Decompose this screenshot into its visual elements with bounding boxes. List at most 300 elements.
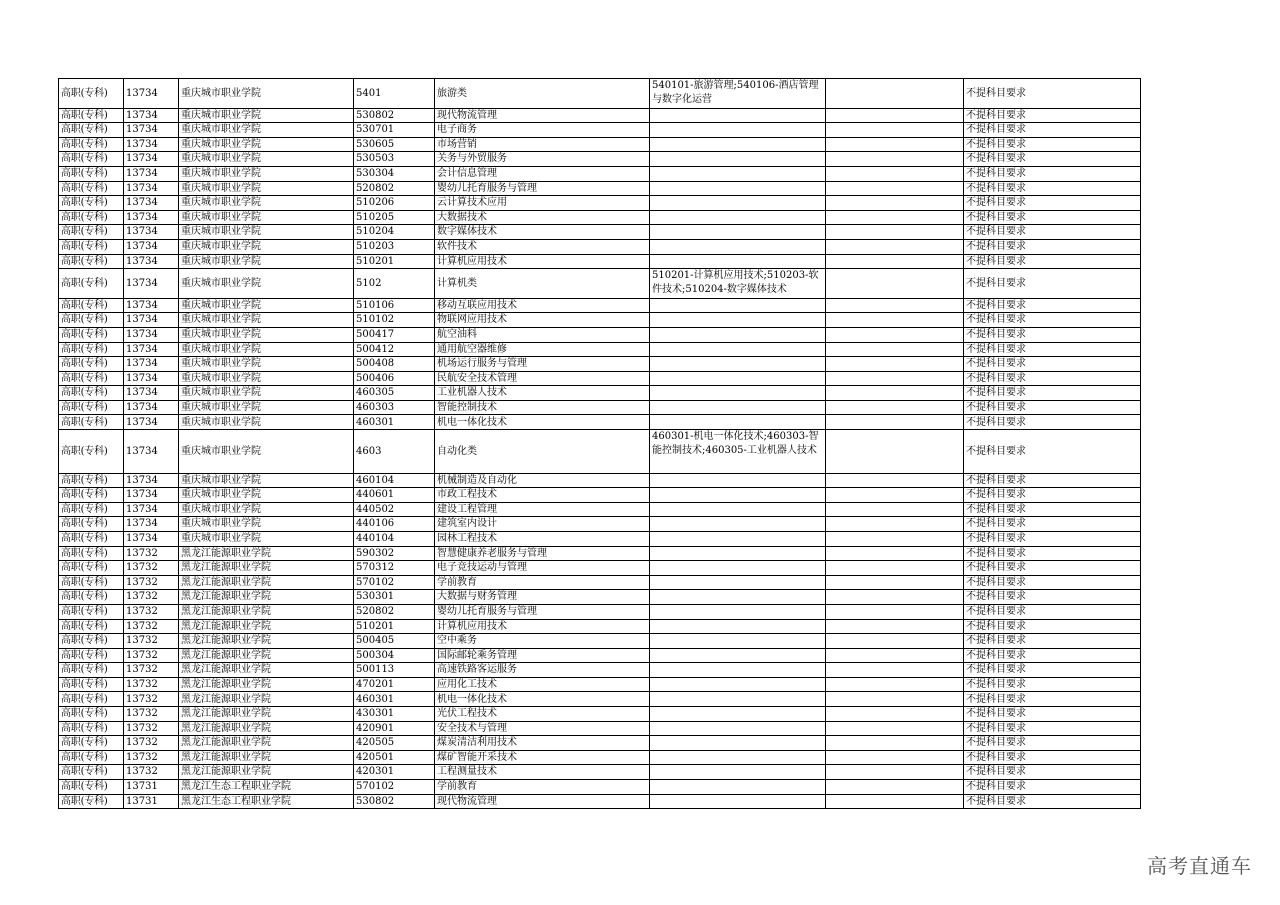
table-row — [59, 313, 1141, 328]
level-cell: 高职(专科) — [59, 794, 124, 809]
major-code-cell: 530605 — [354, 137, 435, 152]
subject-requirement-cell: 不提科目要求 — [964, 473, 1141, 488]
level-cell: 高职(专科) — [59, 677, 124, 692]
major-code-cell: 530301 — [354, 590, 435, 605]
school-name-cell: 重庆城市职业学院 — [179, 239, 354, 254]
major-code-cell: 570102 — [354, 575, 435, 590]
included-majors-cell: 510201-计算机应用技术;510203-软件技术;510204-数字媒体技术 — [650, 269, 826, 299]
school-code-cell: 13732 — [124, 634, 179, 649]
table-row — [59, 750, 1141, 765]
school-name-cell: 黑龙江能源职业学院 — [179, 750, 354, 765]
notes-cell — [826, 357, 964, 372]
included-majors-cell — [650, 298, 826, 313]
major-name-cell: 建设工程管理 — [435, 502, 650, 517]
included-majors-cell — [650, 546, 826, 561]
school-code-cell: 13734 — [124, 269, 179, 299]
school-code-cell: 13732 — [124, 590, 179, 605]
school-code-cell: 13734 — [124, 400, 179, 415]
major-code-cell: 460301 — [354, 415, 435, 430]
school-code-cell: 13734 — [124, 181, 179, 196]
included-majors-cell — [650, 152, 826, 167]
notes-cell — [826, 531, 964, 546]
level-cell: 高职(专科) — [59, 342, 124, 357]
notes-cell — [826, 430, 964, 474]
major-code-cell: 570312 — [354, 561, 435, 576]
table-row — [59, 239, 1141, 254]
school-name-cell: 黑龙江能源职业学院 — [179, 663, 354, 678]
school-code-cell: 13732 — [124, 721, 179, 736]
school-name-cell: 重庆城市职业学院 — [179, 298, 354, 313]
notes-cell — [826, 736, 964, 751]
school-name-cell: 黑龙江能源职业学院 — [179, 721, 354, 736]
subject-requirement-cell: 不提科目要求 — [964, 79, 1141, 109]
level-cell: 高职(专科) — [59, 239, 124, 254]
notes-cell — [826, 692, 964, 707]
major-name-cell: 软件技术 — [435, 239, 650, 254]
included-majors-cell — [650, 181, 826, 196]
major-name-cell: 学前教育 — [435, 575, 650, 590]
included-majors-cell — [650, 634, 826, 649]
major-code-cell: 530802 — [354, 794, 435, 809]
school-name-cell: 黑龙江能源职业学院 — [179, 736, 354, 751]
notes-cell — [826, 415, 964, 430]
level-cell: 高职(专科) — [59, 357, 124, 372]
subject-requirement-cell: 不提科目要求 — [964, 137, 1141, 152]
subject-requirement-cell: 不提科目要求 — [964, 575, 1141, 590]
level-cell: 高职(专科) — [59, 313, 124, 328]
major-name-cell: 大数据与财务管理 — [435, 590, 650, 605]
level-cell: 高职(专科) — [59, 750, 124, 765]
level-cell: 高职(专科) — [59, 137, 124, 152]
table-row — [59, 210, 1141, 225]
subject-requirement-cell: 不提科目要求 — [964, 327, 1141, 342]
school-code-cell: 13731 — [124, 780, 179, 795]
subject-requirement-cell: 不提科目要求 — [964, 794, 1141, 809]
major-code-cell: 510205 — [354, 210, 435, 225]
school-name-cell: 黑龙江能源职业学院 — [179, 561, 354, 576]
subject-requirement-cell: 不提科目要求 — [964, 225, 1141, 240]
included-majors-cell — [650, 108, 826, 123]
major-code-cell: 470201 — [354, 677, 435, 692]
included-majors-cell — [650, 721, 826, 736]
notes-cell — [826, 488, 964, 503]
major-name-cell: 计算机应用技术 — [435, 619, 650, 634]
included-majors-cell — [650, 531, 826, 546]
subject-requirement-cell: 不提科目要求 — [964, 371, 1141, 386]
school-name-cell: 重庆城市职业学院 — [179, 327, 354, 342]
table-row — [59, 123, 1141, 138]
major-code-cell: 420301 — [354, 765, 435, 780]
subject-requirement-cell: 不提科目要求 — [964, 123, 1141, 138]
school-code-cell: 13732 — [124, 619, 179, 634]
major-code-cell: 570102 — [354, 780, 435, 795]
subject-requirement-cell: 不提科目要求 — [964, 604, 1141, 619]
table-row — [59, 677, 1141, 692]
table-row — [59, 634, 1141, 649]
major-name-cell: 应用化工技术 — [435, 677, 650, 692]
level-cell: 高职(专科) — [59, 166, 124, 181]
level-cell: 高职(专科) — [59, 298, 124, 313]
major-name-cell: 会计信息管理 — [435, 166, 650, 181]
major-code-cell: 530304 — [354, 166, 435, 181]
subject-requirement-cell: 不提科目要求 — [964, 239, 1141, 254]
major-name-cell: 现代物流管理 — [435, 794, 650, 809]
major-code-cell: 440106 — [354, 517, 435, 532]
major-code-cell: 420505 — [354, 736, 435, 751]
table-row — [59, 473, 1141, 488]
subject-requirement-cell: 不提科目要求 — [964, 531, 1141, 546]
level-cell: 高职(专科) — [59, 108, 124, 123]
school-name-cell: 黑龙江能源职业学院 — [179, 765, 354, 780]
school-name-cell: 重庆城市职业学院 — [179, 400, 354, 415]
table-row — [59, 342, 1141, 357]
level-cell: 高职(专科) — [59, 692, 124, 707]
subject-requirement-cell: 不提科目要求 — [964, 648, 1141, 663]
major-name-cell: 婴幼儿托育服务与管理 — [435, 181, 650, 196]
school-name-cell: 黑龙江能源职业学院 — [179, 575, 354, 590]
notes-cell — [826, 517, 964, 532]
level-cell: 高职(专科) — [59, 225, 124, 240]
school-code-cell: 13734 — [124, 357, 179, 372]
table-row — [59, 225, 1141, 240]
level-cell: 高职(专科) — [59, 488, 124, 503]
table-row — [59, 415, 1141, 430]
table-row — [59, 575, 1141, 590]
table-row — [59, 502, 1141, 517]
included-majors-cell — [650, 488, 826, 503]
notes-cell — [826, 342, 964, 357]
major-name-cell: 园林工程技术 — [435, 531, 650, 546]
table-row — [59, 108, 1141, 123]
major-code-cell: 440601 — [354, 488, 435, 503]
table-row — [59, 400, 1141, 415]
subject-requirement-cell: 不提科目要求 — [964, 210, 1141, 225]
school-code-cell: 13732 — [124, 604, 179, 619]
major-name-cell: 市政工程技术 — [435, 488, 650, 503]
school-name-cell: 重庆城市职业学院 — [179, 137, 354, 152]
school-name-cell: 黑龙江能源职业学院 — [179, 619, 354, 634]
school-name-cell: 重庆城市职业学院 — [179, 357, 354, 372]
notes-cell — [826, 210, 964, 225]
included-majors-cell — [650, 663, 826, 678]
school-name-cell: 黑龙江能源职业学院 — [179, 648, 354, 663]
included-majors-cell — [650, 210, 826, 225]
level-cell: 高职(专科) — [59, 386, 124, 401]
school-code-cell: 13734 — [124, 239, 179, 254]
subject-requirement-cell: 不提科目要求 — [964, 196, 1141, 211]
school-name-cell: 重庆城市职业学院 — [179, 371, 354, 386]
school-code-cell: 13734 — [124, 473, 179, 488]
school-code-cell: 13734 — [124, 152, 179, 167]
notes-cell — [826, 750, 964, 765]
school-name-cell: 重庆城市职业学院 — [179, 313, 354, 328]
subject-requirement-cell: 不提科目要求 — [964, 400, 1141, 415]
major-name-cell: 云计算技术应用 — [435, 196, 650, 211]
major-name-cell: 旅游类 — [435, 79, 650, 109]
included-majors-cell — [650, 794, 826, 809]
major-name-cell: 空中乘务 — [435, 634, 650, 649]
major-name-cell: 电子商务 — [435, 123, 650, 138]
major-name-cell: 数字媒体技术 — [435, 225, 650, 240]
school-name-cell: 重庆城市职业学院 — [179, 196, 354, 211]
subject-requirement-cell: 不提科目要求 — [964, 430, 1141, 474]
notes-cell — [826, 313, 964, 328]
included-majors-cell — [650, 561, 826, 576]
table-row — [59, 254, 1141, 269]
major-name-cell: 机电一体化技术 — [435, 415, 650, 430]
notes-cell — [826, 561, 964, 576]
included-majors-cell — [650, 137, 826, 152]
notes-cell — [826, 794, 964, 809]
subject-requirement-cell: 不提科目要求 — [964, 634, 1141, 649]
school-code-cell: 13734 — [124, 137, 179, 152]
included-majors-cell — [650, 400, 826, 415]
included-majors-cell — [650, 619, 826, 634]
school-code-cell: 13732 — [124, 750, 179, 765]
major-name-cell: 智能控制技术 — [435, 400, 650, 415]
level-cell: 高职(专科) — [59, 502, 124, 517]
school-code-cell: 13734 — [124, 313, 179, 328]
subject-requirement-cell: 不提科目要求 — [964, 254, 1141, 269]
major-name-cell: 工业机器人技术 — [435, 386, 650, 401]
notes-cell — [826, 123, 964, 138]
school-code-cell: 13734 — [124, 79, 179, 109]
subject-requirement-cell: 不提科目要求 — [964, 561, 1141, 576]
major-code-cell: 430301 — [354, 707, 435, 722]
table-row — [59, 692, 1141, 707]
table-row — [59, 780, 1141, 795]
subject-requirement-cell: 不提科目要求 — [964, 181, 1141, 196]
subject-requirement-cell: 不提科目要求 — [964, 386, 1141, 401]
included-majors-cell — [650, 415, 826, 430]
school-code-cell: 13734 — [124, 298, 179, 313]
admission-subject-requirements-table — [58, 78, 1141, 809]
major-name-cell: 大数据技术 — [435, 210, 650, 225]
school-name-cell: 黑龙江能源职业学院 — [179, 634, 354, 649]
table-row — [59, 152, 1141, 167]
table-row — [59, 269, 1141, 299]
subject-requirement-cell: 不提科目要求 — [964, 750, 1141, 765]
school-code-cell: 13734 — [124, 531, 179, 546]
school-code-cell: 13732 — [124, 546, 179, 561]
level-cell: 高职(专科) — [59, 634, 124, 649]
major-code-cell: 460303 — [354, 400, 435, 415]
notes-cell — [826, 707, 964, 722]
table-row — [59, 430, 1141, 474]
major-code-cell: 530503 — [354, 152, 435, 167]
included-majors-cell — [650, 196, 826, 211]
school-name-cell: 黑龙江生态工程职业学院 — [179, 780, 354, 795]
major-code-cell: 5401 — [354, 79, 435, 109]
major-name-cell: 工程测量技术 — [435, 765, 650, 780]
included-majors-cell — [650, 750, 826, 765]
major-code-cell: 510203 — [354, 239, 435, 254]
table-row — [59, 546, 1141, 561]
notes-cell — [826, 181, 964, 196]
school-code-cell: 13732 — [124, 765, 179, 780]
level-cell: 高职(专科) — [59, 736, 124, 751]
included-majors-cell — [650, 473, 826, 488]
school-name-cell: 重庆城市职业学院 — [179, 488, 354, 503]
included-majors-cell — [650, 590, 826, 605]
school-code-cell: 13734 — [124, 210, 179, 225]
level-cell: 高职(专科) — [59, 152, 124, 167]
level-cell: 高职(专科) — [59, 254, 124, 269]
level-cell: 高职(专科) — [59, 707, 124, 722]
included-majors-cell — [650, 677, 826, 692]
subject-requirement-cell: 不提科目要求 — [964, 590, 1141, 605]
school-name-cell: 重庆城市职业学院 — [179, 108, 354, 123]
subject-requirement-cell: 不提科目要求 — [964, 692, 1141, 707]
level-cell: 高职(专科) — [59, 210, 124, 225]
subject-requirement-cell: 不提科目要求 — [964, 166, 1141, 181]
major-name-cell: 机械制造及自动化 — [435, 473, 650, 488]
notes-cell — [826, 677, 964, 692]
school-code-cell: 13732 — [124, 561, 179, 576]
school-code-cell: 13732 — [124, 663, 179, 678]
major-code-cell: 530701 — [354, 123, 435, 138]
notes-cell — [826, 79, 964, 109]
major-code-cell: 460305 — [354, 386, 435, 401]
school-code-cell: 13734 — [124, 386, 179, 401]
included-majors-cell — [650, 386, 826, 401]
level-cell: 高职(专科) — [59, 575, 124, 590]
notes-cell — [826, 254, 964, 269]
major-name-cell: 航空油料 — [435, 327, 650, 342]
major-code-cell: 500405 — [354, 634, 435, 649]
school-name-cell: 重庆城市职业学院 — [179, 473, 354, 488]
notes-cell — [826, 166, 964, 181]
notes-cell — [826, 386, 964, 401]
school-name-cell: 黑龙江生态工程职业学院 — [179, 794, 354, 809]
major-code-cell: 590302 — [354, 546, 435, 561]
school-code-cell: 13734 — [124, 225, 179, 240]
school-name-cell: 黑龙江能源职业学院 — [179, 692, 354, 707]
subject-requirement-cell: 不提科目要求 — [964, 313, 1141, 328]
included-majors-cell — [650, 254, 826, 269]
level-cell: 高职(专科) — [59, 181, 124, 196]
major-code-cell: 530802 — [354, 108, 435, 123]
school-name-cell: 重庆城市职业学院 — [179, 502, 354, 517]
table-row — [59, 371, 1141, 386]
school-name-cell: 黑龙江能源职业学院 — [179, 546, 354, 561]
major-code-cell: 500304 — [354, 648, 435, 663]
included-majors-cell: 460301-机电一体化技术;460303-智能控制技术;460305-工业机器人技术 — [650, 430, 826, 474]
school-name-cell: 黑龙江能源职业学院 — [179, 604, 354, 619]
table-row — [59, 794, 1141, 809]
major-code-cell: 510201 — [354, 254, 435, 269]
notes-cell — [826, 780, 964, 795]
major-code-cell: 500408 — [354, 357, 435, 372]
major-name-cell: 煤炭清洁利用技术 — [435, 736, 650, 751]
school-name-cell: 重庆城市职业学院 — [179, 166, 354, 181]
table-row — [59, 298, 1141, 313]
major-name-cell: 煤矿智能开采技术 — [435, 750, 650, 765]
school-name-cell: 重庆城市职业学院 — [179, 123, 354, 138]
major-code-cell: 500412 — [354, 342, 435, 357]
level-cell: 高职(专科) — [59, 473, 124, 488]
included-majors-cell — [650, 736, 826, 751]
table-row — [59, 181, 1141, 196]
included-majors-cell — [650, 604, 826, 619]
school-name-cell: 重庆城市职业学院 — [179, 430, 354, 474]
subject-requirement-cell: 不提科目要求 — [964, 342, 1141, 357]
notes-cell — [826, 663, 964, 678]
level-cell: 高职(专科) — [59, 327, 124, 342]
school-name-cell: 重庆城市职业学院 — [179, 225, 354, 240]
table-row — [59, 663, 1141, 678]
level-cell: 高职(专科) — [59, 269, 124, 299]
school-code-cell: 13732 — [124, 736, 179, 751]
subject-requirement-cell: 不提科目要求 — [964, 736, 1141, 751]
subject-requirement-cell: 不提科目要求 — [964, 619, 1141, 634]
included-majors-cell — [650, 648, 826, 663]
school-code-cell: 13732 — [124, 648, 179, 663]
school-code-cell: 13734 — [124, 415, 179, 430]
notes-cell — [826, 371, 964, 386]
major-name-cell: 高速铁路客运服务 — [435, 663, 650, 678]
notes-cell — [826, 108, 964, 123]
major-code-cell: 500417 — [354, 327, 435, 342]
included-majors-cell — [650, 371, 826, 386]
notes-cell — [826, 327, 964, 342]
school-name-cell: 重庆城市职业学院 — [179, 269, 354, 299]
subject-requirement-cell: 不提科目要求 — [964, 108, 1141, 123]
major-name-cell: 国际邮轮乘务管理 — [435, 648, 650, 663]
major-code-cell: 510204 — [354, 225, 435, 240]
level-cell: 高职(专科) — [59, 196, 124, 211]
school-code-cell: 13734 — [124, 254, 179, 269]
notes-cell — [826, 575, 964, 590]
school-code-cell: 13734 — [124, 196, 179, 211]
included-majors-cell: 540101-旅游管理;540106-酒店管理与数字化运营 — [650, 79, 826, 109]
school-code-cell: 13731 — [124, 794, 179, 809]
table-row — [59, 736, 1141, 751]
school-code-cell: 13732 — [124, 575, 179, 590]
major-name-cell: 学前教育 — [435, 780, 650, 795]
notes-cell — [826, 400, 964, 415]
subject-requirement-cell: 不提科目要求 — [964, 721, 1141, 736]
school-code-cell: 13734 — [124, 517, 179, 532]
table-row — [59, 327, 1141, 342]
notes-cell — [826, 604, 964, 619]
major-name-cell: 自动化类 — [435, 430, 650, 474]
level-cell: 高职(专科) — [59, 604, 124, 619]
table-row — [59, 707, 1141, 722]
level-cell: 高职(专科) — [59, 648, 124, 663]
major-name-cell: 计算机应用技术 — [435, 254, 650, 269]
major-code-cell: 500406 — [354, 371, 435, 386]
level-cell: 高职(专科) — [59, 430, 124, 474]
major-code-cell: 460104 — [354, 473, 435, 488]
major-name-cell: 市场营销 — [435, 137, 650, 152]
major-name-cell: 电子竞技运动与管理 — [435, 561, 650, 576]
table-row — [59, 517, 1141, 532]
subject-requirement-cell: 不提科目要求 — [964, 780, 1141, 795]
table-row — [59, 619, 1141, 634]
school-code-cell: 13734 — [124, 430, 179, 474]
major-code-cell: 520802 — [354, 181, 435, 196]
table-row — [59, 386, 1141, 401]
major-name-cell: 建筑室内设计 — [435, 517, 650, 532]
level-cell: 高职(专科) — [59, 780, 124, 795]
school-code-cell: 13734 — [124, 108, 179, 123]
included-majors-cell — [650, 313, 826, 328]
school-name-cell: 重庆城市职业学院 — [179, 210, 354, 225]
school-code-cell: 13734 — [124, 371, 179, 386]
major-code-cell: 500113 — [354, 663, 435, 678]
table-row — [59, 196, 1141, 211]
